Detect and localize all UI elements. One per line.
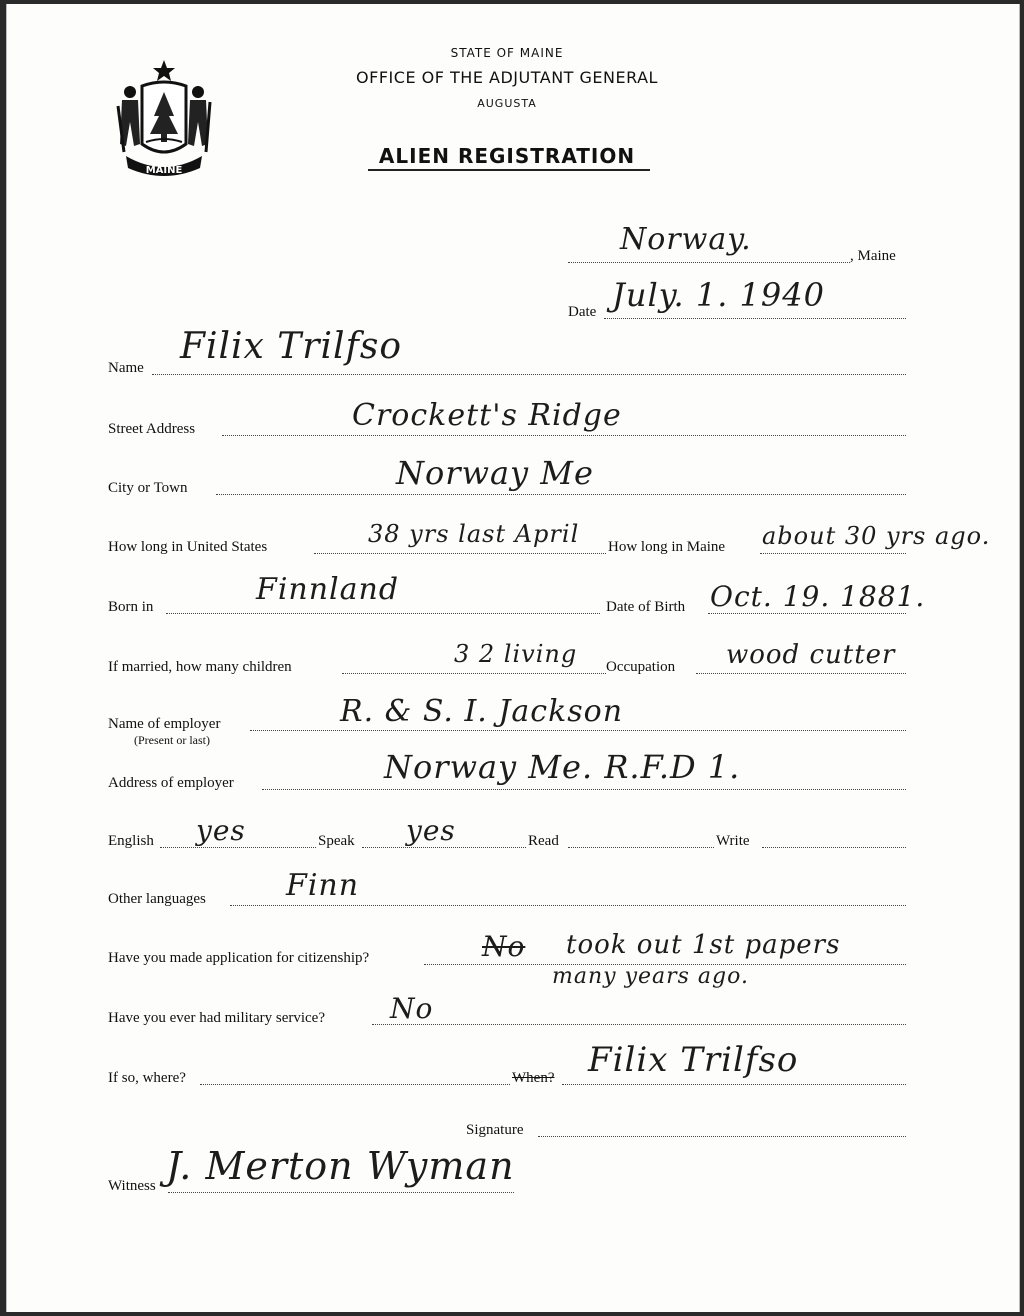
citizenship-value: took out 1st papers [566,930,841,960]
employer-sublabel: (Present or last) [134,733,210,747]
street-line [222,435,906,436]
read-line [568,847,714,848]
english-value: yes [196,814,246,847]
military-value: No [390,992,434,1025]
state-heading: STATE OF MAINE [450,46,564,60]
city-label: City or Town [108,480,188,496]
speak-line [362,847,526,848]
military-label: Have you ever had military service? [108,1010,325,1026]
born-in-label: Born in [108,599,154,615]
children-value: 3 2 living [454,640,578,668]
employer-address-value: Norway Me. R.F.D 1. [384,748,741,786]
children-line [342,673,606,674]
other-languages-label: Other languages [108,891,206,907]
employer-address-line [262,789,906,790]
english-line [160,847,316,848]
seal-text: MAINE [145,165,183,176]
employer-label: Name of employer [108,716,221,732]
signature-label: Signature [466,1122,524,1138]
military-line [372,1024,906,1025]
date-label: Date [568,304,597,320]
town-line [568,262,850,263]
employer-line [250,730,906,731]
signature-line [538,1136,906,1137]
how-long-us-line [314,553,606,554]
children-label: If married, how many children [108,659,292,675]
dob-line [708,613,906,614]
how-long-us-value: 38 yrs last April [368,520,580,548]
when-line [562,1084,906,1085]
occupation-line [696,673,906,674]
witness-label: Witness [108,1178,156,1194]
citizenship-struck-value: No [482,930,526,963]
name-value: Filix Trilfso [180,326,402,367]
how-long-maine-label: How long in Maine [608,539,726,555]
street-value: Crockett's Ridge [352,398,622,433]
other-languages-line [230,905,906,906]
occupation-label: Occupation [606,659,676,675]
city-value: Norway Me [396,454,594,492]
born-in-line [166,613,600,614]
how-long-maine-value: about 30 yrs ago. [762,522,991,550]
citizenship-value-2: many years ago. [552,964,749,989]
speak-label: Speak [318,833,355,849]
name-label: Name [108,360,144,376]
employer-value: R. & S. I. Jackson [340,694,624,729]
write-label: Write [716,833,750,849]
citizenship-label: Have you made application for citizenship? [108,950,370,966]
dob-value: Oct. 19. 1881. [710,580,926,613]
witness-value: J. Merton Wyman [166,1144,515,1188]
city-line [216,494,906,495]
employer-address-label: Address of employer [108,775,234,791]
town-value: Norway. [620,222,752,257]
witness-line [168,1192,514,1193]
other-languages-value: Finn [286,868,360,903]
write-line [762,847,906,848]
born-in-value: Finnland [256,572,400,607]
speak-value: yes [406,814,456,847]
dob-label: Date of Birth [606,599,686,615]
if-so-where-line [200,1084,510,1085]
occupation-value: wood cutter [726,640,896,670]
title-underline [368,169,650,171]
office-heading: OFFICE OF THE ADJUTANT GENERAL [356,68,658,87]
city-heading: AUGUSTA [477,97,537,110]
form-title: ALIEN REGISTRATION [378,144,636,168]
date-line [604,318,906,319]
how-long-maine-line [760,553,906,554]
signature-value: Filix Trilfso [588,1040,799,1080]
name-line [152,374,906,375]
street-label: Street Address [108,421,196,437]
maine-label: , Maine [850,248,896,264]
how-long-us-label: How long in United States [108,539,268,555]
english-label: English [108,833,154,849]
when-label: When? [512,1070,555,1086]
read-label: Read [528,833,559,849]
if-so-where-label: If so, where? [108,1070,186,1086]
date-value: July. 1. 1940 [612,276,825,314]
